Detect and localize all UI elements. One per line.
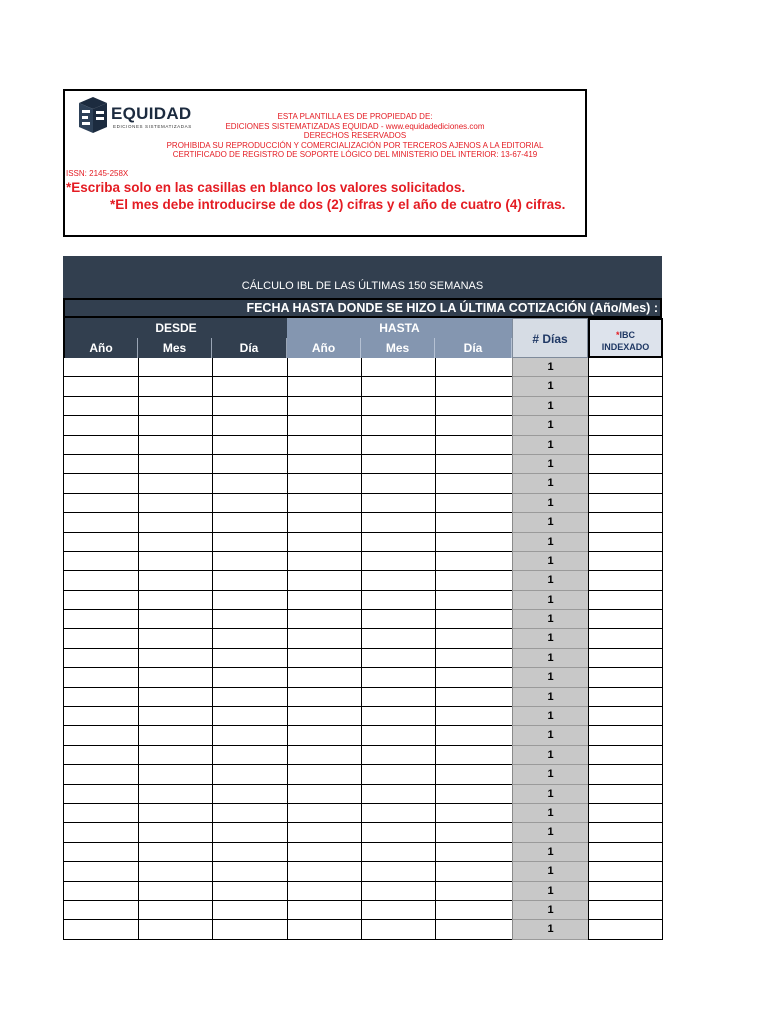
- input-hasta-mes[interactable]: [361, 416, 435, 435]
- input-desde-mes[interactable]: [138, 862, 212, 881]
- input-hasta-dia[interactable]: [435, 571, 512, 590]
- input-desde-dia[interactable]: [212, 765, 287, 784]
- input-desde-mes[interactable]: [138, 571, 212, 590]
- input-hasta-dia[interactable]: [435, 552, 512, 571]
- input-hasta-ano[interactable]: [287, 513, 361, 532]
- input-desde-ano[interactable]: [63, 746, 138, 765]
- dias-value: 1: [512, 668, 588, 687]
- dias-value: 1: [512, 416, 588, 435]
- input-desde-dia[interactable]: [212, 591, 287, 610]
- input-hasta-ano[interactable]: [287, 552, 361, 571]
- input-desde-mes[interactable]: [138, 436, 212, 455]
- issn-text: ISSN: 2145-258X: [66, 169, 129, 178]
- ownership-line: ESTA PLANTILLA ES DE PROPIEDAD DE:: [277, 112, 433, 121]
- input-desde-mes[interactable]: [138, 358, 212, 377]
- ibc-indexado-value: [588, 455, 663, 474]
- copyright-notice-box: [63, 89, 587, 237]
- input-hasta-ano[interactable]: [287, 707, 361, 726]
- input-desde-ano[interactable]: [63, 804, 138, 823]
- input-hasta-dia[interactable]: [435, 474, 512, 493]
- ibc-indexado-value: [588, 513, 663, 532]
- dias-value: 1: [512, 629, 588, 648]
- desde-group-header: DESDE: [63, 318, 287, 338]
- input-desde-mes[interactable]: [138, 882, 212, 901]
- input-desde-ano[interactable]: [63, 513, 138, 532]
- ibc-indexado-value: [588, 785, 663, 804]
- input-desde-dia[interactable]: [212, 649, 287, 668]
- input-desde-dia[interactable]: [212, 862, 287, 881]
- input-hasta-mes[interactable]: [361, 436, 435, 455]
- input-desde-ano[interactable]: [63, 920, 138, 939]
- input-hasta-mes[interactable]: [361, 804, 435, 823]
- input-desde-dia[interactable]: [212, 804, 287, 823]
- dias-value: 1: [512, 474, 588, 493]
- input-hasta-dia[interactable]: [435, 707, 512, 726]
- input-hasta-dia[interactable]: [435, 397, 512, 416]
- input-hasta-ano[interactable]: [287, 474, 361, 493]
- input-desde-dia[interactable]: [212, 455, 287, 474]
- input-hasta-ano[interactable]: [287, 649, 361, 668]
- input-desde-mes[interactable]: [138, 455, 212, 474]
- input-hasta-ano[interactable]: [287, 416, 361, 435]
- input-hasta-ano[interactable]: [287, 882, 361, 901]
- col-header-hasta-mes: Mes: [361, 338, 435, 358]
- input-desde-ano[interactable]: [63, 436, 138, 455]
- input-hasta-mes[interactable]: [361, 455, 435, 474]
- input-desde-dia[interactable]: [212, 494, 287, 513]
- input-desde-ano[interactable]: [63, 591, 138, 610]
- input-desde-ano[interactable]: [63, 649, 138, 668]
- hasta-group-header: HASTA: [287, 318, 512, 338]
- input-desde-dia[interactable]: [212, 746, 287, 765]
- ibc-indexado-value: [588, 901, 663, 920]
- ibc-indexado-value: [588, 920, 663, 939]
- input-hasta-ano[interactable]: [287, 455, 361, 474]
- input-desde-mes[interactable]: [138, 494, 212, 513]
- input-desde-mes[interactable]: [138, 416, 212, 435]
- input-hasta-dia[interactable]: [435, 436, 512, 455]
- input-desde-dia[interactable]: [212, 629, 287, 648]
- input-desde-dia[interactable]: [212, 882, 287, 901]
- input-desde-mes[interactable]: [138, 804, 212, 823]
- input-hasta-dia[interactable]: [435, 823, 512, 842]
- input-desde-ano[interactable]: [63, 688, 138, 707]
- input-hasta-ano[interactable]: [287, 668, 361, 687]
- input-hasta-ano[interactable]: [287, 843, 361, 862]
- dias-value: 1: [512, 843, 588, 862]
- ibc-indexado-value: [588, 668, 663, 687]
- input-desde-mes[interactable]: [138, 533, 212, 552]
- ibc-indexado-value: [588, 474, 663, 493]
- input-hasta-ano[interactable]: [287, 746, 361, 765]
- ibc-indexado-value: [588, 765, 663, 784]
- input-hasta-mes[interactable]: [361, 707, 435, 726]
- input-hasta-mes[interactable]: [361, 920, 435, 939]
- input-hasta-ano[interactable]: [287, 688, 361, 707]
- ibc-indexado-value: [588, 746, 663, 765]
- input-hasta-ano[interactable]: [287, 377, 361, 396]
- input-desde-mes[interactable]: [138, 610, 212, 629]
- input-desde-ano[interactable]: [63, 882, 138, 901]
- dias-value: 1: [512, 901, 588, 920]
- input-desde-dia[interactable]: [212, 920, 287, 939]
- last-contribution-date-label: FECHA HASTA DONDE SE HIZO LA ÚLTIMA COTIZACIÓN (Año/Mes) :: [246, 301, 658, 315]
- input-desde-mes[interactable]: [138, 765, 212, 784]
- input-hasta-mes[interactable]: [361, 843, 435, 862]
- input-desde-dia[interactable]: [212, 610, 287, 629]
- input-hasta-dia[interactable]: [435, 901, 512, 920]
- input-hasta-ano[interactable]: [287, 823, 361, 842]
- input-hasta-mes[interactable]: [361, 823, 435, 842]
- input-hasta-mes[interactable]: [361, 610, 435, 629]
- input-desde-ano[interactable]: [63, 785, 138, 804]
- dias-value: 1: [512, 785, 588, 804]
- ibc-indexado-value: [588, 843, 663, 862]
- input-desde-dia[interactable]: [212, 416, 287, 435]
- input-hasta-ano[interactable]: [287, 494, 361, 513]
- input-hasta-dia[interactable]: [435, 746, 512, 765]
- input-hasta-ano[interactable]: [287, 610, 361, 629]
- input-hasta-mes[interactable]: [361, 862, 435, 881]
- input-hasta-dia[interactable]: [435, 726, 512, 745]
- input-desde-dia[interactable]: [212, 513, 287, 532]
- input-hasta-ano[interactable]: [287, 436, 361, 455]
- dias-value: 1: [512, 552, 588, 571]
- input-desde-mes[interactable]: [138, 397, 212, 416]
- input-desde-ano[interactable]: [63, 533, 138, 552]
- ibc-indexado-value: [588, 533, 663, 552]
- input-hasta-dia[interactable]: [435, 629, 512, 648]
- instruction-date-format: *El mes debe introducirse de dos (2) cifras y el año de cuatro (4) cifras.: [110, 197, 566, 212]
- dias-value: 1: [512, 746, 588, 765]
- ibc-label: IBC: [619, 330, 635, 340]
- ownership-line: EDICIONES SISTEMATIZADAS EQUIDAD - www.equidadediciones.com: [225, 121, 485, 131]
- input-hasta-mes[interactable]: [361, 746, 435, 765]
- ibc-indexado-value: [588, 862, 663, 881]
- dias-value: 1: [512, 823, 588, 842]
- input-hasta-ano[interactable]: [287, 571, 361, 590]
- dias-value: 1: [512, 649, 588, 668]
- dias-value: 1: [512, 455, 588, 474]
- logo-wordmark: EQUIDAD: [111, 104, 192, 123]
- input-desde-dia[interactable]: [212, 668, 287, 687]
- input-desde-ano[interactable]: [63, 707, 138, 726]
- ibc-indexado-value: [588, 436, 663, 455]
- input-desde-ano[interactable]: [63, 862, 138, 881]
- input-desde-dia[interactable]: [212, 688, 287, 707]
- input-desde-ano[interactable]: [63, 843, 138, 862]
- input-desde-dia[interactable]: [212, 707, 287, 726]
- input-desde-dia[interactable]: [212, 571, 287, 590]
- input-hasta-mes[interactable]: [361, 591, 435, 610]
- input-hasta-dia[interactable]: [435, 649, 512, 668]
- input-hasta-dia[interactable]: [435, 765, 512, 784]
- col-header-desde-ano: Año: [63, 338, 138, 358]
- input-hasta-ano[interactable]: [287, 629, 361, 648]
- input-hasta-mes[interactable]: [361, 668, 435, 687]
- dias-value: 1: [512, 804, 588, 823]
- ibc-indexado-value: [588, 688, 663, 707]
- input-desde-ano[interactable]: [63, 726, 138, 745]
- table-title-band: [63, 256, 662, 298]
- input-desde-dia[interactable]: [212, 474, 287, 493]
- input-hasta-mes[interactable]: [361, 901, 435, 920]
- input-desde-dia[interactable]: [212, 533, 287, 552]
- col-header-hasta-dia: Día: [435, 338, 512, 358]
- input-hasta-mes[interactable]: [361, 494, 435, 513]
- input-hasta-ano[interactable]: [287, 591, 361, 610]
- input-hasta-mes[interactable]: [361, 474, 435, 493]
- input-desde-dia[interactable]: [212, 377, 287, 396]
- dias-value: 1: [512, 688, 588, 707]
- ibc-indexado-value: [588, 416, 663, 435]
- input-desde-ano[interactable]: [63, 629, 138, 648]
- ibc-indexado-value: [588, 610, 663, 629]
- dias-value: 1: [512, 533, 588, 552]
- last-contribution-date-row: [63, 298, 662, 318]
- ibc-indexado-value: [588, 358, 663, 377]
- input-desde-ano[interactable]: [63, 571, 138, 590]
- input-hasta-dia[interactable]: [435, 804, 512, 823]
- table-title: CÁLCULO IBL DE LAS ÚLTIMAS 150 SEMANAS: [241, 280, 484, 292]
- input-desde-ano[interactable]: [63, 358, 138, 377]
- input-desde-dia[interactable]: [212, 901, 287, 920]
- col-header-ibc-indexado: [588, 318, 663, 358]
- input-hasta-ano[interactable]: [287, 358, 361, 377]
- col-header-dias: # Días: [512, 318, 588, 358]
- input-hasta-ano[interactable]: [287, 765, 361, 784]
- input-hasta-ano[interactable]: [287, 397, 361, 416]
- input-desde-dia[interactable]: [212, 358, 287, 377]
- input-desde-ano[interactable]: [63, 494, 138, 513]
- input-desde-ano[interactable]: [63, 455, 138, 474]
- ibc-indexado-value: [588, 397, 663, 416]
- ibc-indexado-value: [588, 882, 663, 901]
- input-desde-ano[interactable]: [63, 474, 138, 493]
- ibc-indexado-value: [588, 571, 663, 590]
- input-desde-ano[interactable]: [63, 416, 138, 435]
- dias-value: 1: [512, 862, 588, 881]
- ibc-indexado-value: [588, 552, 663, 571]
- input-hasta-dia[interactable]: [435, 358, 512, 377]
- input-hasta-ano[interactable]: [287, 901, 361, 920]
- ownership-line: CERTIFICADO DE REGISTRO DE SOPORTE LÓGICO DEL MINISTERIO DEL INTERIOR: 13-67-419: [172, 150, 538, 159]
- ibc-indexado-value: [588, 494, 663, 513]
- input-hasta-mes[interactable]: [361, 513, 435, 532]
- col-header-desde-mes: Mes: [138, 338, 212, 358]
- input-hasta-ano[interactable]: [287, 804, 361, 823]
- input-desde-mes[interactable]: [138, 591, 212, 610]
- input-desde-mes[interactable]: [138, 649, 212, 668]
- input-hasta-dia[interactable]: [435, 377, 512, 396]
- dias-value: 1: [512, 436, 588, 455]
- input-desde-dia[interactable]: [212, 552, 287, 571]
- input-desde-dia[interactable]: [212, 823, 287, 842]
- input-desde-mes[interactable]: [138, 746, 212, 765]
- equidad-logo-icon: [77, 97, 109, 133]
- dias-value: 1: [512, 765, 588, 784]
- input-hasta-ano[interactable]: [287, 862, 361, 881]
- input-hasta-mes[interactable]: [361, 377, 435, 396]
- input-hasta-mes[interactable]: [361, 649, 435, 668]
- input-desde-mes[interactable]: [138, 377, 212, 396]
- input-hasta-dia[interactable]: [435, 513, 512, 532]
- input-desde-mes[interactable]: [138, 688, 212, 707]
- logo-subtitle: EDICIONES SISTEMATIZADAS: [113, 124, 192, 129]
- input-desde-mes[interactable]: [138, 785, 212, 804]
- dias-value: 1: [512, 610, 588, 629]
- dias-value: 1: [512, 726, 588, 745]
- input-desde-dia[interactable]: [212, 397, 287, 416]
- ownership-line: DERECHOS RESERVADOS: [303, 131, 407, 140]
- dias-value: 1: [512, 513, 588, 532]
- dias-value: 1: [512, 882, 588, 901]
- input-hasta-mes[interactable]: [361, 726, 435, 745]
- input-hasta-dia[interactable]: [435, 416, 512, 435]
- dias-value: 1: [512, 591, 588, 610]
- instruction-blank-cells: *Escriba solo en las casillas en blanco los valores solicitados.: [66, 180, 466, 195]
- input-hasta-dia[interactable]: [435, 533, 512, 552]
- input-hasta-mes[interactable]: [361, 571, 435, 590]
- ibc-indexado-value: [588, 823, 663, 842]
- input-hasta-ano[interactable]: [287, 533, 361, 552]
- input-desde-mes[interactable]: [138, 901, 212, 920]
- input-hasta-dia[interactable]: [435, 785, 512, 804]
- col-header-hasta-ano: Año: [287, 338, 361, 358]
- input-hasta-mes[interactable]: [361, 552, 435, 571]
- input-desde-mes[interactable]: [138, 920, 212, 939]
- input-desde-mes[interactable]: [138, 552, 212, 571]
- ibc-indexado-value: [588, 726, 663, 745]
- input-hasta-dia[interactable]: [435, 455, 512, 474]
- input-hasta-mes[interactable]: [361, 688, 435, 707]
- input-hasta-dia[interactable]: [435, 920, 512, 939]
- dias-value: 1: [512, 377, 588, 396]
- input-hasta-mes[interactable]: [361, 397, 435, 416]
- dias-value: 1: [512, 571, 588, 590]
- ownership-statement: [125, 112, 585, 160]
- input-hasta-dia[interactable]: [435, 610, 512, 629]
- input-desde-dia[interactable]: [212, 785, 287, 804]
- input-desde-ano[interactable]: [63, 901, 138, 920]
- input-desde-ano[interactable]: [63, 397, 138, 416]
- input-desde-dia[interactable]: [212, 436, 287, 455]
- input-desde-mes[interactable]: [138, 707, 212, 726]
- input-desde-ano[interactable]: [63, 823, 138, 842]
- input-desde-dia[interactable]: [212, 843, 287, 862]
- ownership-line: PROHIBIDA SU REPRODUCCIÓN Y COMERCIALIZACIÓN POR TERCEROS AJENOS A LA EDITORIAL: [166, 140, 544, 150]
- indexado-label: INDEXADO: [601, 342, 650, 352]
- ibc-indexado-value: [588, 804, 663, 823]
- input-desde-ano[interactable]: [63, 610, 138, 629]
- ibc-indexado-value: [588, 377, 663, 396]
- dias-value: 1: [512, 707, 588, 726]
- dias-value: 1: [512, 397, 588, 416]
- input-desde-mes[interactable]: [138, 726, 212, 745]
- input-hasta-dia[interactable]: [435, 668, 512, 687]
- input-hasta-ano[interactable]: [287, 726, 361, 745]
- input-desde-dia[interactable]: [212, 726, 287, 745]
- dias-value: 1: [512, 358, 588, 377]
- input-hasta-dia[interactable]: [435, 591, 512, 610]
- input-desde-ano[interactable]: [63, 668, 138, 687]
- input-desde-mes[interactable]: [138, 513, 212, 532]
- input-desde-mes[interactable]: [138, 629, 212, 648]
- input-desde-mes[interactable]: [138, 843, 212, 862]
- input-hasta-dia[interactable]: [435, 688, 512, 707]
- input-hasta-dia[interactable]: [435, 494, 512, 513]
- input-desde-mes[interactable]: [138, 823, 212, 842]
- input-hasta-mes[interactable]: [361, 882, 435, 901]
- input-hasta-dia[interactable]: [435, 843, 512, 862]
- input-hasta-dia[interactable]: [435, 882, 512, 901]
- input-hasta-mes[interactable]: [361, 533, 435, 552]
- dias-value: 1: [512, 494, 588, 513]
- input-desde-ano[interactable]: [63, 765, 138, 784]
- input-desde-ano[interactable]: [63, 377, 138, 396]
- ibc-indexado-value: [588, 649, 663, 668]
- input-hasta-mes[interactable]: [361, 358, 435, 377]
- input-hasta-ano[interactable]: [287, 785, 361, 804]
- input-hasta-mes[interactable]: [361, 629, 435, 648]
- ibc-indexado-value: [588, 707, 663, 726]
- required-asterisk: *: [615, 330, 620, 340]
- input-desde-mes[interactable]: [138, 668, 212, 687]
- dias-value: 1: [512, 920, 588, 939]
- input-hasta-mes[interactable]: [361, 765, 435, 784]
- input-hasta-mes[interactable]: [361, 785, 435, 804]
- ibc-indexado-value: [588, 591, 663, 610]
- input-desde-ano[interactable]: [63, 552, 138, 571]
- input-desde-mes[interactable]: [138, 474, 212, 493]
- input-hasta-dia[interactable]: [435, 862, 512, 881]
- ibc-indexado-value: [588, 629, 663, 648]
- col-header-desde-dia: Día: [212, 338, 287, 358]
- input-hasta-ano[interactable]: [287, 920, 361, 939]
